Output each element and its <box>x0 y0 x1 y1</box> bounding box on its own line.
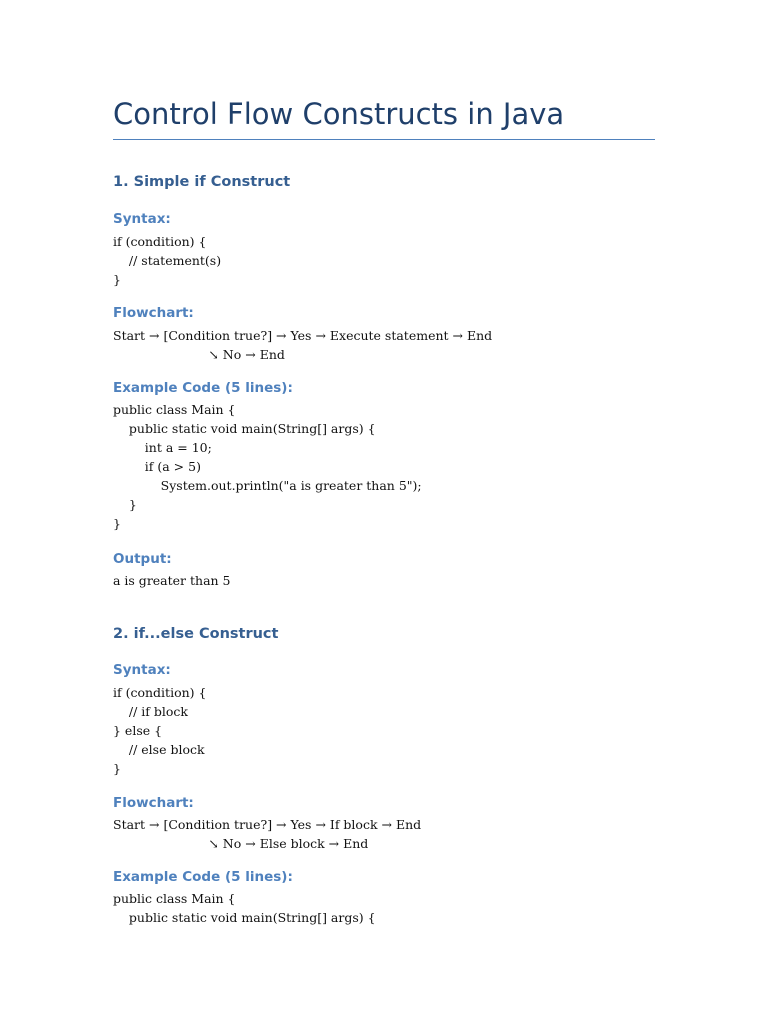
syntax-label: Syntax: <box>113 662 171 678</box>
code-line: } <box>113 516 121 531</box>
code-line: } else { <box>113 723 163 738</box>
flowchart-block <box>113 815 421 853</box>
flowchart-line: Start → [Condition true?] → Yes → If block → End <box>113 817 422 832</box>
code-line: int a = 10; <box>113 440 212 455</box>
section-heading: 2. if...else Construct <box>113 626 279 642</box>
flowchart-label: Flowchart: <box>113 795 194 811</box>
syntax-block <box>113 232 221 289</box>
title-underline <box>113 139 655 140</box>
example-code-label: Example Code (5 lines): <box>113 869 293 885</box>
flowchart-block <box>113 326 492 364</box>
flowchart-line: ↘ No → End <box>113 347 285 362</box>
flowchart-label: Flowchart: <box>113 305 194 321</box>
code-line: public static void main(String[] args) { <box>113 910 376 925</box>
code-line: if (condition) { <box>113 685 207 700</box>
output-line: a is greater than 5 <box>113 573 231 588</box>
document-title: Control Flow Constructs in Java <box>113 97 565 131</box>
code-line: // if block <box>113 704 188 719</box>
code-line: // else block <box>113 742 205 757</box>
code-line: } <box>113 761 121 776</box>
code-line: // statement(s) <box>113 253 222 268</box>
code-line: } <box>113 272 121 287</box>
code-line: public class Main { <box>113 402 236 417</box>
flowchart-line: ↘ No → Else block → End <box>113 836 369 851</box>
code-line: System.out.println("a is greater than 5"); <box>113 478 422 493</box>
code-line: public static void main(String[] args) { <box>113 421 376 436</box>
example-code-block <box>113 400 422 533</box>
section-heading: 1. Simple if Construct <box>113 174 291 190</box>
syntax-label: Syntax: <box>113 211 171 227</box>
code-line: if (condition) { <box>113 234 207 249</box>
code-line: } <box>113 497 137 512</box>
flowchart-line: Start → [Condition true?] → Yes → Execute statement → End <box>113 328 493 343</box>
code-line: if (a > 5) <box>113 459 201 474</box>
syntax-block <box>113 683 206 778</box>
output-label: Output: <box>113 551 172 567</box>
example-code-label: Example Code (5 lines): <box>113 380 293 396</box>
code-line: public class Main { <box>113 891 236 906</box>
output-block <box>113 571 231 590</box>
example-code-block <box>113 889 376 927</box>
